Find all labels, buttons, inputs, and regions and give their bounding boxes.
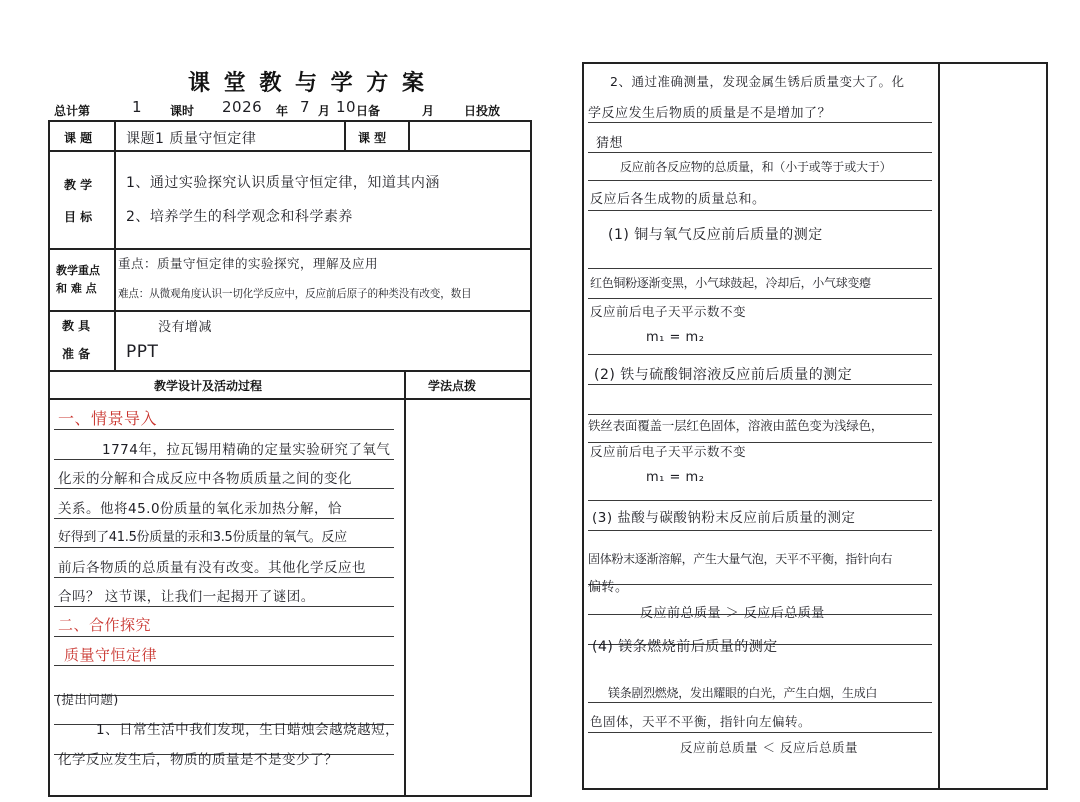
r-line-20: 色固体，天平不平衡，指针向左偏转。 [590,714,812,729]
question-label: (提出问题) [56,692,119,707]
month-value: 7 [300,98,311,116]
r-line-13: m₁ = m₂ [646,470,705,485]
body-line-6: 合吗？ 这节课，让我们一起揭开了谜团。 [58,589,315,605]
goals-label-1: 教 学 [64,178,93,192]
section-1-heading: 一、情景导入 [58,409,158,428]
lesson-label: 课时 [170,104,195,118]
body-line-4: 好得到了41.5份质量的汞和3.5份质量的氧气。反应 [58,530,347,545]
total-value: 1 [132,98,143,116]
total-label: 总计第 [54,104,91,118]
question-1-line-1: 1、日常生活中我们发现，生日蜡烛会越烧越短， [96,722,400,738]
r-line-10: (2) 铁与硫酸铜溶液反应前后质量的测定 [594,367,853,383]
tools-value: PPT [126,342,159,362]
tools-label-2: 准 备 [62,347,91,361]
section-2-title: 质量守恒定律 [64,646,158,664]
r-line-12: 反应前后电子天平示数不变 [590,444,747,459]
tools-label-1: 教 具 [62,319,91,333]
section-2-heading: 二、合作探究 [58,616,152,634]
month-label: 月 [318,104,331,118]
year-value: 2026 [222,98,263,116]
key-label-1: 教学重点 [56,264,100,277]
deliver-label: 日投放 [464,104,501,118]
r-line-9: m₁ = m₂ [646,330,705,345]
r-line-6: (1) 铜与氧气反应前后质量的测定 [608,227,823,243]
difficulty-line-2: 没有增减 [158,320,213,335]
key-label-2: 和 难 点 [56,282,97,295]
r-line-16: 偏转。 [588,580,629,595]
difficulty-line-1: 难点：从微观角度认识一切化学反应中，反应前后原子的种类没有改变，数目 [118,288,472,300]
meta-row [54,100,524,120]
goals-label-2: 目 标 [64,210,93,224]
goal-2: 2、培养学生的科学观念和科学素养 [126,209,353,225]
type-label: 课 型 [358,131,387,145]
r-line-5: 反应后各生成物的质量总和。 [590,192,766,207]
r-line-18: (4) 镁条燃烧前后质量的测定 [592,639,778,655]
topic-label: 课 题 [64,131,93,145]
r-line-11: 铁丝表面覆盖一层红色固体，溶液由蓝色变为浅绿色， [588,418,884,433]
r-line-2: 学反应发生后物质的质量是不是增加了？ [588,106,832,121]
question-1-line-2: 化学反应发生后，物质的质量是不是变少了？ [58,752,338,768]
month2-label: 月 [422,104,435,118]
r-line-7: 红色铜粉逐渐变黑，小气球鼓起，冷却后，小气球变瘪 [590,276,871,290]
goal-1: 1、通过实验探究认识质量守恒定律，知道其内涵 [126,175,440,191]
r-line-4: 反应前各反应物的总质量，和（小于或等于或大于） [620,160,892,174]
key-point: 重点：质量守恒定律的实验探究，理解及应用 [118,256,379,271]
r-line-3: 猜想 [596,136,624,151]
body-line-3: 关系。他将45.0份质量的氧化汞加热分解，恰 [58,501,343,517]
day-value: 10 [336,98,357,116]
r-line-17: 反应前总质量 ＞ 反应后总质量 [640,606,825,621]
body-line-2: 化汞的分解和合成反应中各物质质量之间的变化 [58,471,352,487]
body-line-1: 1774年，拉瓦锡用精确的定量实验研究了氧气 [102,442,391,458]
year-label: 年 [276,104,289,118]
left-page [18,40,540,800]
right-page [582,62,1052,796]
method-header: 学法点拨 [428,379,477,393]
r-line-15: 固体粉末逐渐溶解，产生大量气泡，天平不平衡，指针向右 [588,552,893,566]
topic-value: 课题1 质量守恒定律 [126,131,257,147]
r-line-21: 反应前总质量 ＜ 反应后总质量 [680,740,858,755]
day-label: 日备 [356,104,381,118]
body-line-5: 前后各物质的总质量有没有改变。其他化学反应也 [58,560,366,576]
process-header: 教学设计及活动过程 [154,379,263,393]
r-line-14: (3) 盐酸与碳酸钠粉末反应前后质量的测定 [592,510,856,526]
page-title: 课 堂 教 与 学 方 案 [188,71,427,96]
r-line-19: 镁条剧烈燃烧，发出耀眼的白光，产生白烟，生成白 [608,686,878,700]
r-line-8: 反应前后电子天平示数不变 [590,304,747,319]
r-line-1: 2、通过准确测量，发现金属生锈后质量变大了。化 [610,74,905,89]
